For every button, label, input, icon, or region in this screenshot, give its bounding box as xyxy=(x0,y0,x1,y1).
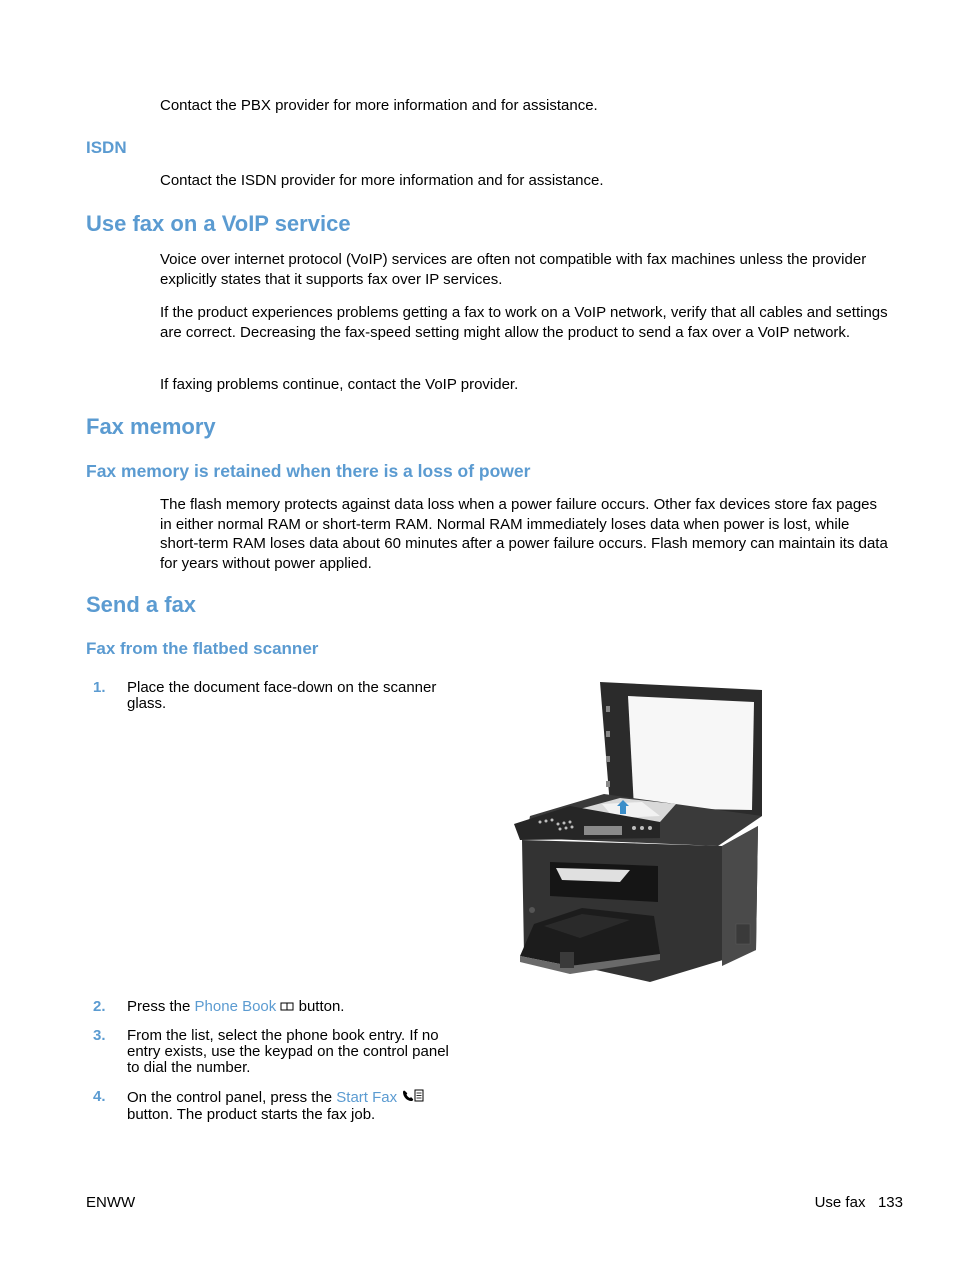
start-fax-icon xyxy=(401,1089,425,1107)
isdn-text: Contact the ISDN provider for more information and for assistance. xyxy=(160,172,604,189)
step-text: Press the Phone Book button. xyxy=(127,998,345,1015)
tray-guide xyxy=(560,952,574,968)
footer-left: ENWW xyxy=(86,1194,136,1211)
page-number: 133 xyxy=(877,1194,903,1211)
footer-section: Use fax xyxy=(814,1194,866,1211)
step-text: On the control panel, press the Start Fax button. The product starts the fax job. xyxy=(127,1089,457,1123)
output-paper xyxy=(556,868,630,882)
voip-paragraph-3: If faxing problems continue, contact the VoIP provider. xyxy=(160,376,519,393)
isdn-heading: ISDN xyxy=(86,138,127,157)
step-number: 2. xyxy=(93,998,106,1015)
footer-right xyxy=(815,1193,903,1213)
panel-display xyxy=(584,826,622,835)
phone-book-icon xyxy=(280,999,294,1015)
phone-book-link[interactable]: Phone Book xyxy=(194,998,277,1015)
step-text: Place the document face-down on the scanner glass. xyxy=(127,679,437,712)
pbx-text: Contact the PBX provider for more information and for assistance. xyxy=(160,97,598,114)
lid-inner-pad xyxy=(628,696,754,810)
fax-memory-heading: Fax memory xyxy=(86,414,216,439)
output-bin xyxy=(550,862,658,902)
step-text: From the list, select the phone book entry. If no entry exists, use the keypad on the control panel to dial the number. xyxy=(127,1027,449,1076)
start-fax-link[interactable]: Start Fax xyxy=(336,1088,398,1106)
send-fax-heading: Send a fax xyxy=(86,592,197,617)
fax-memory-subheading: Fax memory is retained when there is a loss of power xyxy=(86,461,531,481)
voip-heading: Use fax on a VoIP service xyxy=(86,211,351,236)
printer-scanner-illustration xyxy=(510,676,770,986)
step-number: 1. xyxy=(93,679,106,696)
fax-memory-text: The flash memory protects against data loss when a power failure occurs. Other fax devices store fax pages in either normal RAM or short-term RAM. Normal RAM immediately loses data when power is lost, while short-term RAM loses data about 60 minutes after a power failure occurs. Flash memory can maintain its data for years without power applied. xyxy=(160,496,888,572)
step-number: 4. xyxy=(93,1088,106,1105)
flatbed-subheading: Fax from the flatbed scanner xyxy=(86,639,319,658)
voip-paragraph-2: If the product experiences problems getting a fax to work on a VoIP network, verify that all cables and settings are correct. Decreasing the fax-speed setting might allow the product to send a fax over a VoIP network. xyxy=(160,304,888,341)
voip-paragraph-1: Voice over internet protocol (VoIP) services are often not compatible with fax machines unless the provider explicitly states that it supports fax over IP services. xyxy=(160,251,867,288)
step-number: 3. xyxy=(93,1027,106,1044)
printer-side xyxy=(722,826,758,966)
